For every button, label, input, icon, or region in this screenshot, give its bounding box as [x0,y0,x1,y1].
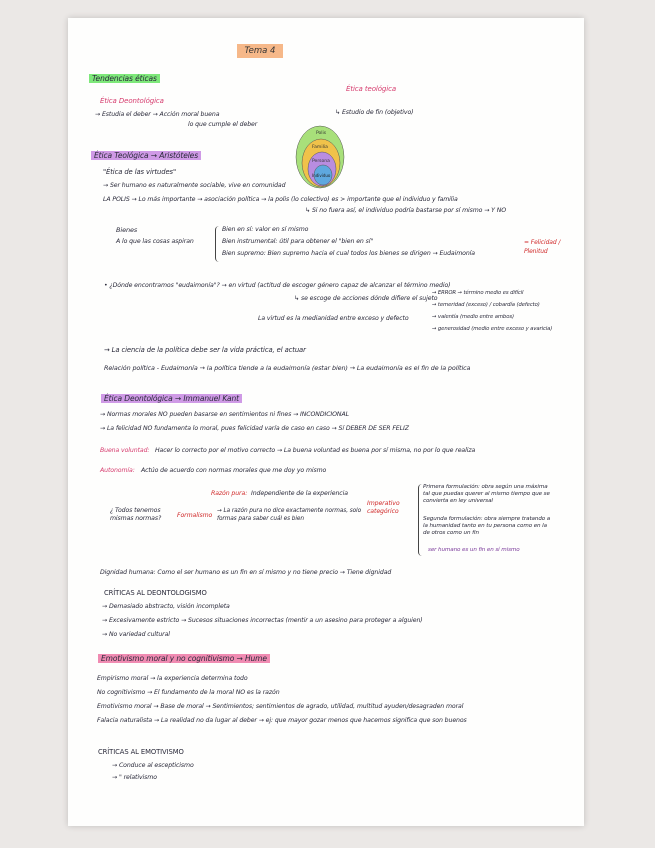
aris-line-2: LA POLIS → Lo más importante → asociación política → la polis (lo colectivo) es > importante que el individuo y familia [103,196,458,203]
donde-sub: ↳ se escoge de acciones dónde difiere el sujeto [294,295,438,302]
etica-deontologica-label: Ética Deontológica [100,97,164,105]
imperativo-label: Imperativo categórico [367,500,400,515]
heading-tendencias: Tendencias éticas [89,74,160,84]
formalismo-text: → La razón pura no dice exactamente normas, solo formas para saber cuál es bien [217,508,362,522]
razon-pura-text: Independiente de la experiencia [251,490,348,497]
onion-diagram [294,124,346,190]
critica-emot-1: → Conduce al escepticismo [112,762,194,769]
critica-deont-1: → Demasiado abstracto, visión incompleta [102,603,230,610]
kant-line-2: → La felicidad NO fundamenta lo moral, pues felicidad varía de caso en caso → Sí DEBER DE SER FELIZ [100,425,409,432]
donde-line: • ¿Dónde encontramos "eudaimonía"? → en virtud (actitud de escoger género capaz de alcanzar el término medio) [104,282,451,289]
dignidad-line: Dignidad humana: Como el ser humano es un fin en sí mismo y no tiene precio → Tiene dignidad [100,569,392,576]
virtud-line: La virtud es la medianidad entre exceso y defecto [258,315,409,322]
deont-line-1: → Estudia el deber → Acción moral buena [95,111,220,118]
defecto-3: → valentía (medio entre ambos) [432,314,514,320]
relacion-line: Relación política - Eudaimonía → la política tiende a la eudaimonía (estar bien) → La eudaimonía es el fin de la política [104,364,471,372]
defecto-4: → generosidad (medio entre exceso y avaricia) [432,326,553,332]
segunda-formulacion: Segunda formulación: obra siempre tratando a la humanidad tanto en tu persona como en la de otros como un fin [423,516,551,537]
emotivismo-moral-line: Emotivismo moral → Base de moral → Sentimientos; sentimientos de agrado, utilidad, multitud ayuden/desagraden moral [97,703,464,710]
etica-virtudes: "Ética de las virtudes" [103,168,176,176]
falacia-line: Falacia naturalista → La realidad no da lugar al deber → ej: que mayor gozar menos que hacemos significa que son buenos [97,717,467,724]
defecto-2: → temeridad (exceso) / cobardía (defecto) [432,302,540,308]
razon-pura-label: Razón pura: [211,490,248,497]
bienes-label: Bienes [116,226,138,234]
critica-deont-3: → No variedad cultural [102,631,170,638]
buena-voluntad-label: Buena voluntad: [100,447,150,454]
autonomia-label: Autonomía: [100,467,135,474]
formas-question: ¿ Todos tenemos mismas normas? [110,507,162,522]
ser-humano-fin: ser humano es un fin en sí mismo [428,547,520,553]
deont-line-2: lo que cumple el deber [188,121,258,128]
heading-kant: Ética Deontológica → Immanuel Kant [101,394,242,404]
criticas-emotivismo: CRÍTICAS AL EMOTIVISMO [98,748,184,756]
defecto-1: → ERROR → término medio es difícil [432,290,524,296]
criticas-deontologismo: CRÍTICAS AL DEONTOLOGISMO [104,589,207,597]
aris-line-3: ↳ Si no fuera así, el individuo podría bastarse por sí mismo → Y NO [305,207,507,214]
kant-line-1: → Normas morales NO pueden basarse en sentimientos ni fines → INCONDICIONAL [100,411,349,418]
ambos-line: → La ciencia de la política debe ser la vida práctica, el actuar [104,346,306,354]
formalismo-label: Formalismo [177,512,213,519]
bienes-item-1: Bien en sí: valor en sí mismo [222,226,309,233]
empirismo-line: Empirismo moral → la experiencia determina todo [97,675,248,682]
page-title: Tema 4 [237,44,283,58]
primera-formulacion: Primera formulación: obra según una máxima tal que puedas querer al mismo tiempo que se convierta en ley universal [423,484,550,505]
bienes-item-3: Bien supremo: Bien supremo hacia el cual todos los bienes se dirigen → Eudaimonía [222,250,475,257]
onion-label-familia: Familia [312,145,328,150]
bienes-item-2: Bien instrumental: útil para obtener el "bien en sí" [222,238,374,245]
felicidad-note: = Felicidad / Plenitud [524,239,561,255]
bienes-brace [215,226,221,262]
critica-deont-2: → Excesivamente estricto → Sucesos situaciones incorrectas (mentir a un asesino para proteger a alguien) [102,617,423,624]
teleo-line: ↳ Estudio de fin (objetivo) [335,109,414,116]
heading-aristoteles: Ética Teológica → Aristóteles [91,151,201,161]
autonomia-text: Actúo de acuerdo con normas morales que me doy yo mismo [141,467,327,474]
no-cognitivismo-line: No cognitivismo → El fundamento de la moral NO es la razón [97,689,280,696]
onion-label-polis: Polis [316,131,327,136]
onion-label-individuo: Individuo [312,173,331,178]
heading-emotivismo: Emotivismo moral y no cognitivismo → Hume [98,654,270,664]
critica-emot-2: → " relativismo [112,774,157,781]
aris-line-1: → Ser humano es naturalmente sociable, vive en comunidad [103,182,286,189]
onion-label-persona: Persona [312,159,330,164]
bienes-sub: A lo que las cosas aspiran [116,238,194,245]
buena-voluntad-text: Hacer lo correcto por el motivo correcto → La buena voluntad es buena por sí misma, no por lo que realiza [155,447,476,454]
etica-teleologica-label: Ética teológica [346,85,397,93]
